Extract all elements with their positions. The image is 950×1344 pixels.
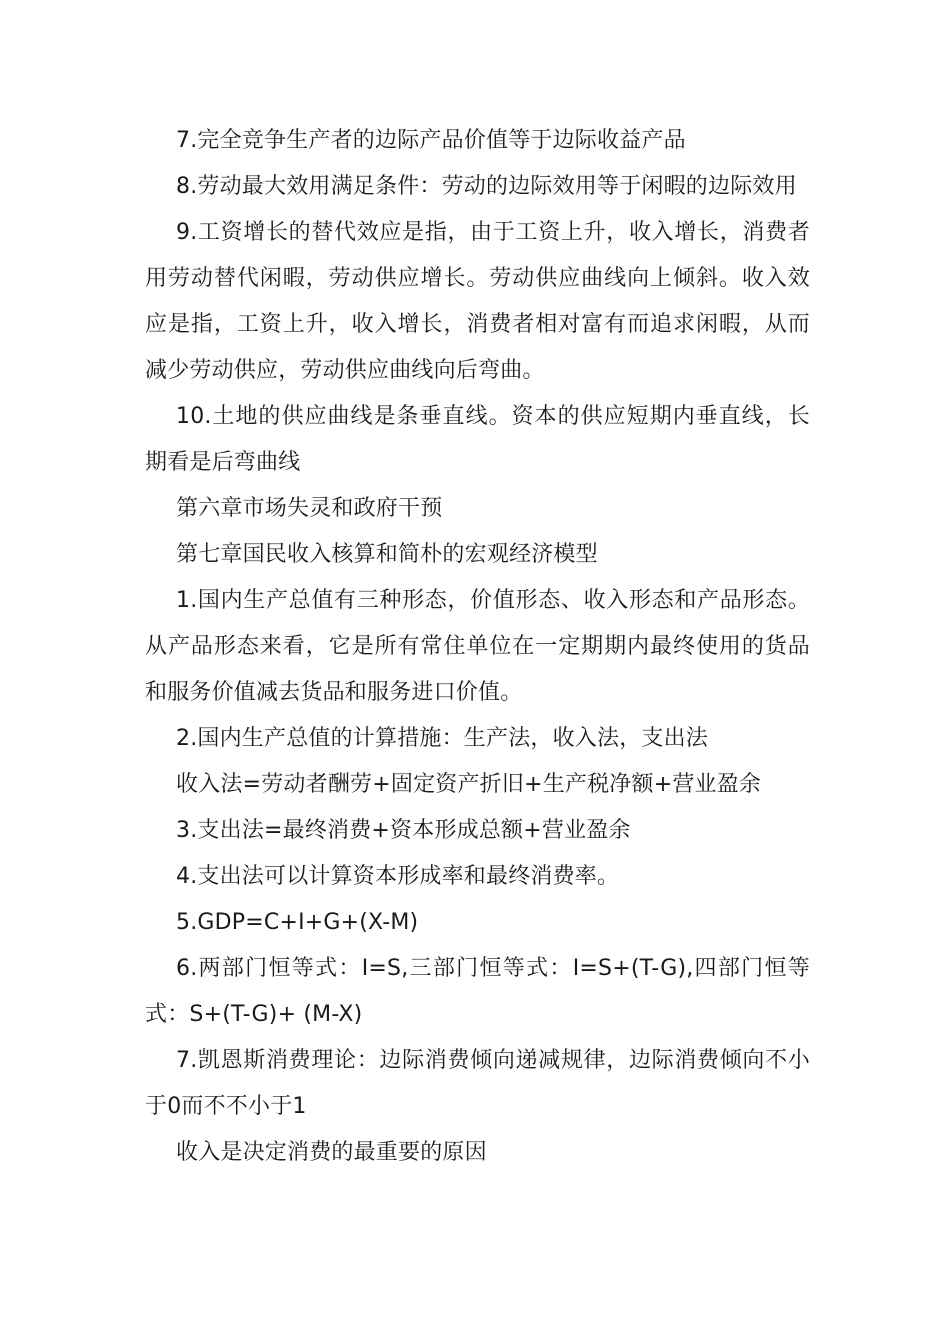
income-determines-consumption: 收入是决定消费的最重要的原因 bbox=[176, 1140, 487, 1165]
document-body bbox=[145, 118, 810, 1176]
chapter-six-heading: 第六章市场失灵和政府干预 bbox=[176, 496, 443, 521]
paragraph-item-2-gdp-methods: 2.国内生产总值的计算措施：生产法，收入法，支出法 bbox=[176, 726, 708, 751]
paragraph-item-7-keynes-theory: 7.凯恩斯消费理论：边际消费倾向递减规律，边际消费倾向不小于0而不不小于1 bbox=[145, 1048, 810, 1119]
paragraph-item-8-labor-utility: 8.劳动最大效用满足条件：劳动的边际效用等于闲暇的边际效用 bbox=[176, 174, 797, 199]
paragraph-item-4-formation-rates: 4.支出法可以计算资本形成率和最终消费率。 bbox=[176, 864, 620, 889]
paragraph-item-5-gdp-formula: 5.GDP=C+I+G+(X-M) bbox=[176, 910, 419, 935]
paragraph-item-10-supply-curves: 10.土地的供应曲线是条垂直线。资本的供应短期内垂直线，长期看是后弯曲线 bbox=[145, 404, 810, 475]
income-method-formula: 收入法=劳动者酬劳+固定资产折旧+生产税净额+营业盈余 bbox=[176, 772, 762, 797]
chapter-seven-heading: 第七章国民收入核算和简朴的宏观经济模型 bbox=[176, 542, 598, 567]
paragraph-item-9-wage-effects: 9.工资增长的替代效应是指，由于工资上升，收入增长，消费者用劳动替代闲暇，劳动供应增长。劳动供应曲线向上倾斜。收入效应是指，工资上升，收入增长，消费者相对富有而追求闲暇，从而减少劳动供应，劳动供应曲线向后弯曲。 bbox=[145, 220, 810, 383]
paragraph-item-1-gdp-forms: 1.国内生产总值有三种形态，价值形态、收入形态和产品形态。从产品形态来看，它是所有常住单位在一定期期内最终使用的货品和服务价值减去货品和服务进口价值。 bbox=[145, 588, 810, 705]
paragraph-item-3-expenditure-method: 3.支出法=最终消费+资本形成总额+营业盈余 bbox=[176, 818, 631, 843]
paragraph-item-7-marginal-value: 7.完全竞争生产者的边际产品价值等于边际收益产品 bbox=[176, 128, 686, 153]
paragraph-item-6-identities: 6.两部门恒等式：I=S,三部门恒等式：I=S+(T-G),四部门恒等式：S+(T-G)+ (M-X) bbox=[145, 956, 810, 1027]
